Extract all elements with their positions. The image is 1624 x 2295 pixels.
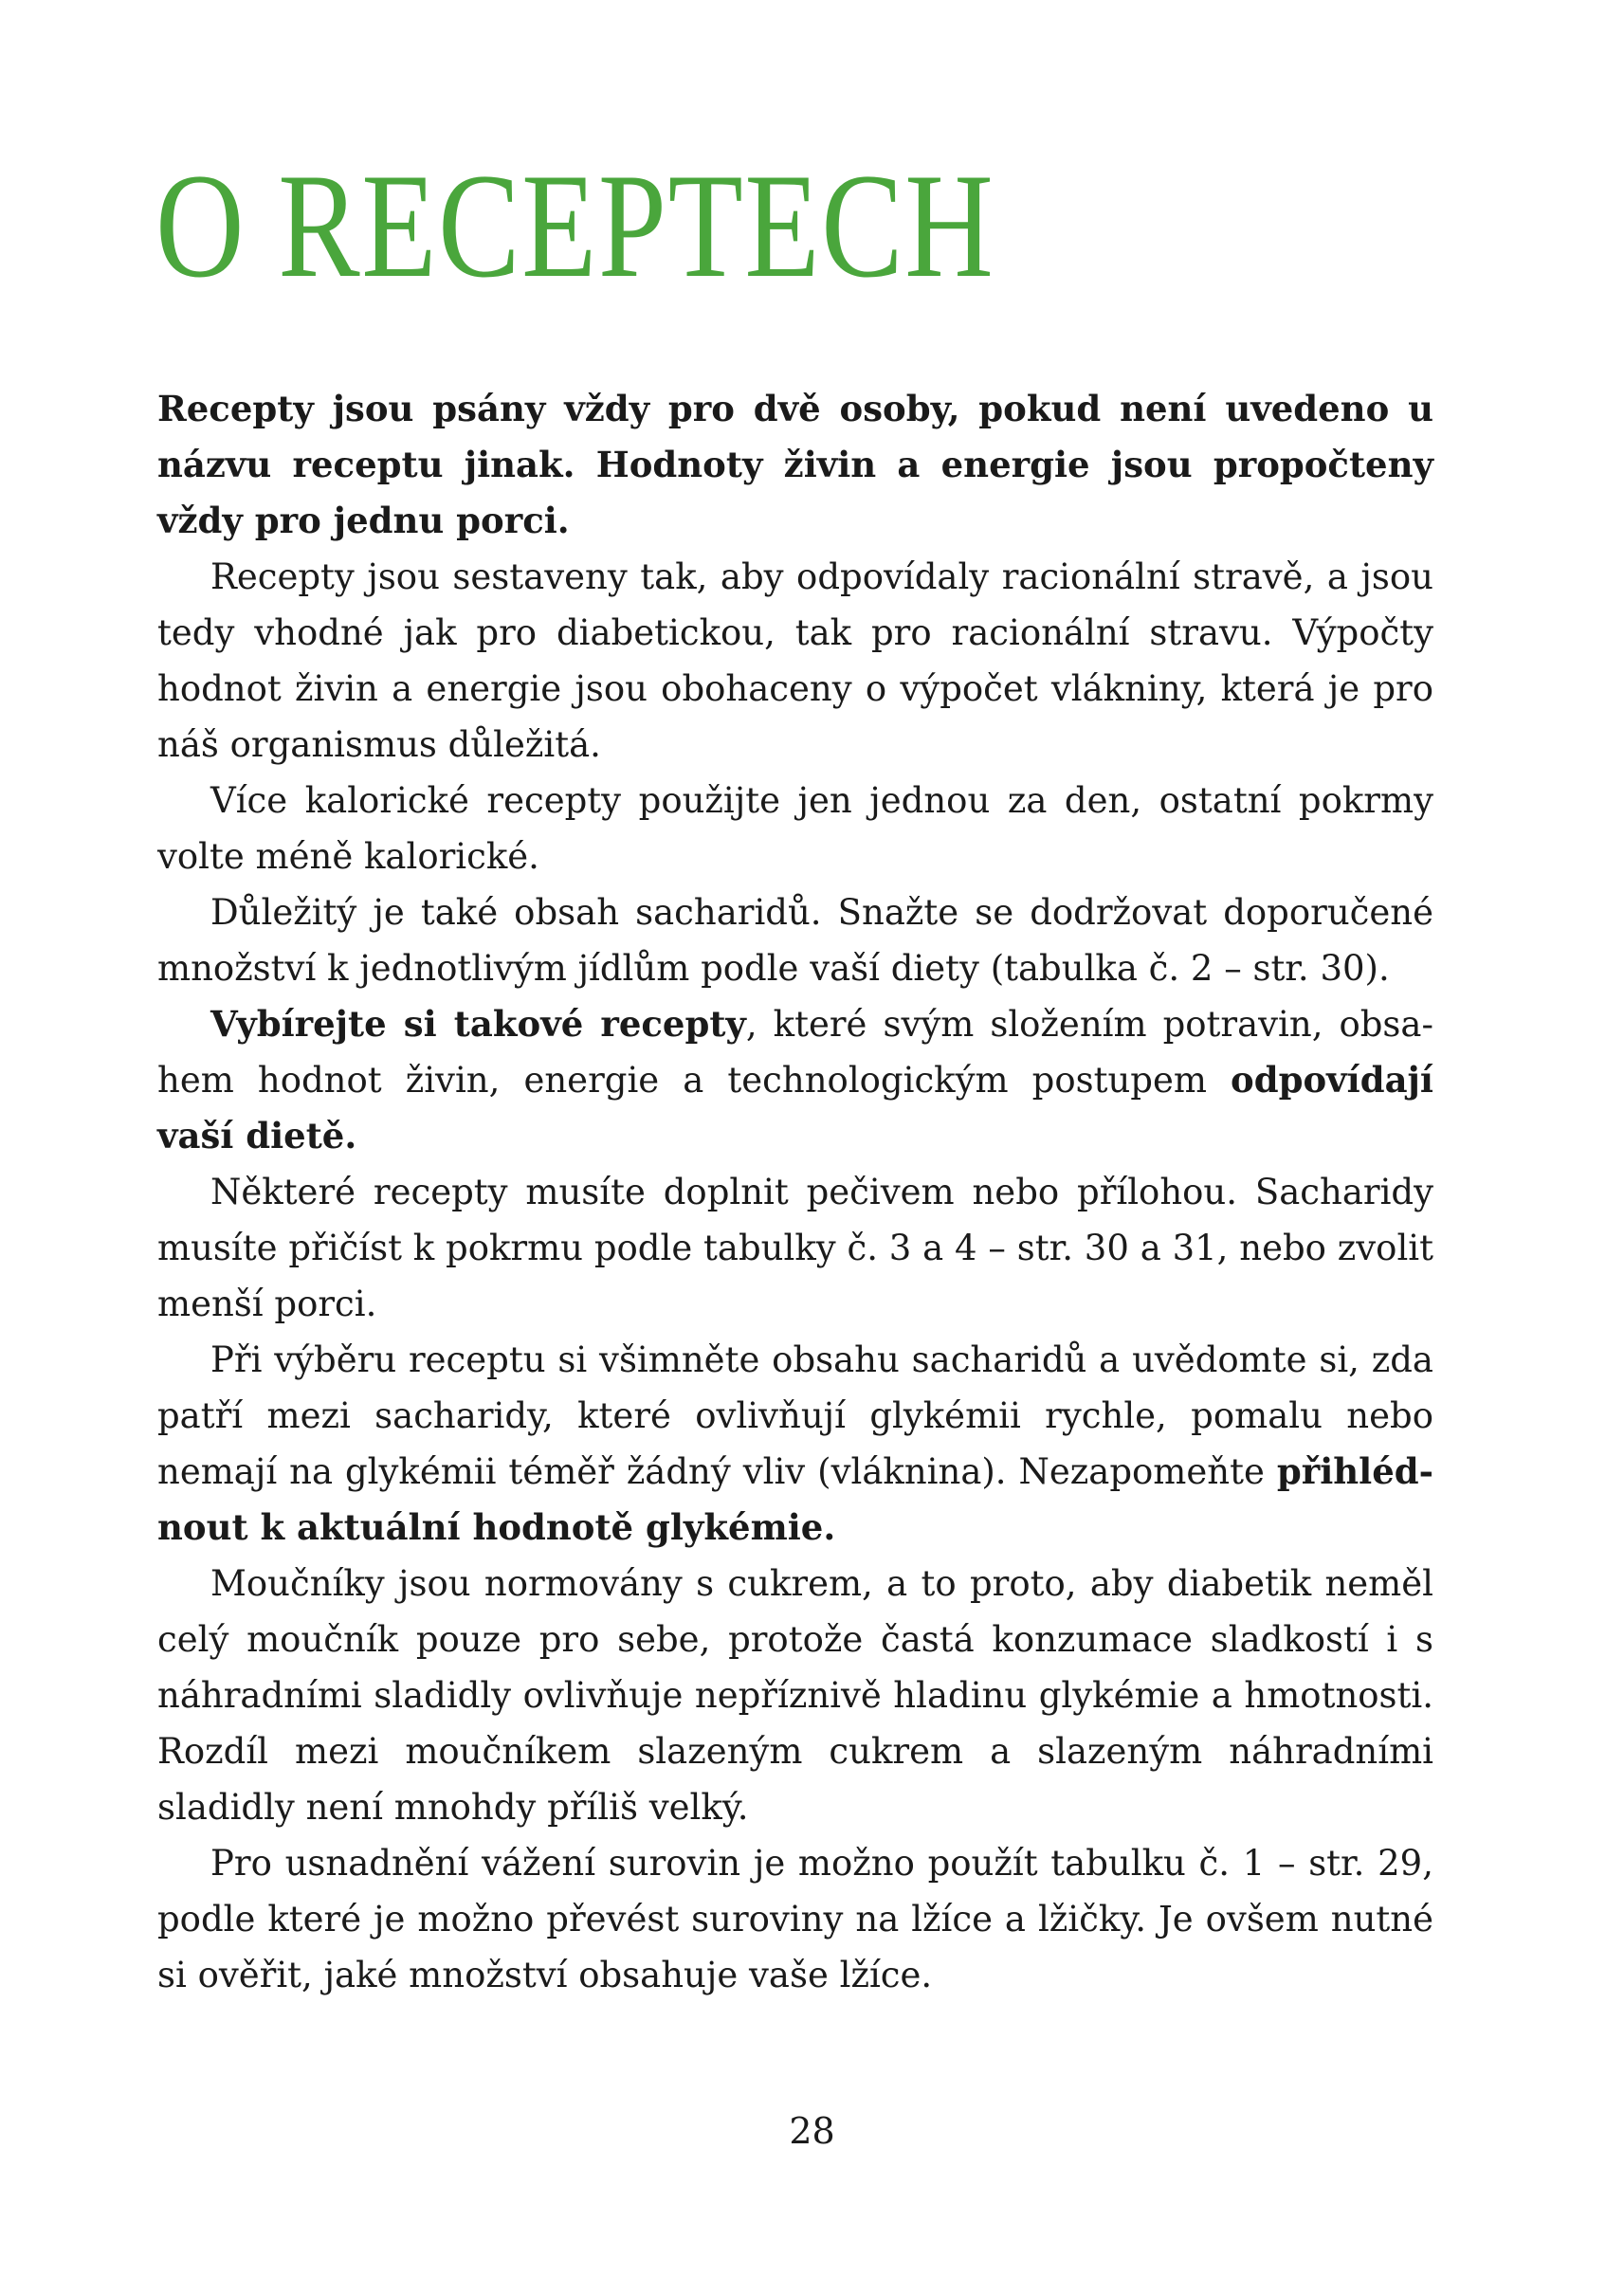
bold-phrase: Vybírejte si takové recepty <box>210 1003 746 1045</box>
body-text <box>157 381 1433 2003</box>
paragraph-weighing: Pro usnadnění vážení surovin je možno použít tabulku č. 1 – str. 29, podle které je možno převést suroviny na lžíce a lžičky. Je ovšem nutné si ověřit, jaké množství obsahuje vaše lžíce. <box>157 1843 1433 1995</box>
page-title: O RECEPTECH <box>155 143 995 309</box>
bold-phrase: přihlédnout k aktuální hodnotě glykémie. <box>157 1450 1433 1548</box>
paragraph-desserts: Moučníky jsou normovány s cukrem, a to proto, aby diabetik neměl celý moučník pouze pro sebe, protože častá konzumace sladkostí i s náhradními sladidly ovlivňuje nepříznivě hladinu glykémie a hmotnosti. Rozdíl mezi moučníkem slazeným cukrem a slazeným náhradními sladidly není mnohdy příliš velký. <box>157 1563 1433 1828</box>
paragraph-choose-recipes <box>157 996 1433 1164</box>
paragraph-carbohydrates: Důležitý je také obsah sacharidů. Snažte se dodržovat doporučené množství k jednotlivým jídlům podle vaší diety (tabulka č. 2 – str. 30). <box>157 892 1433 989</box>
page-number: 28 <box>789 2110 835 2152</box>
text-segment: Při výběru receptu si všimněte obsahu sacharidů a uvědomte si, zda patří mezi sacharidy, které ovlivňují glykémii rychle, pomalu nebo nemají na glykémii téměř žádný vliv (vláknina). Nezapomeňte <box>157 1339 1433 1492</box>
intro-paragraph: Recepty jsou psány vždy pro dvě osoby, pokud není uvedeno u názvu receptu jinak. Hodnoty živin a energie jsou propočteny vždy pro jednu porci. <box>157 388 1433 541</box>
bold-phrase: odpovídají vaší dietě. <box>157 1059 1433 1157</box>
paragraph-rational-diet: Recepty jsou sestaveny tak, aby odpovídaly racionální stravě, a jsou tedy vhodné jak pro diabetickou, tak pro racionální stravu. Výpočty hodnot živin a energie jsou obohaceny o výpočet vlákniny, která je pro náš organismus důležitá. <box>157 556 1433 765</box>
paragraph-calories: Více kalorické recepty použijte jen jednou za den, ostatní pokrmy volte méně kalorické. <box>157 780 1433 877</box>
paragraph-glycemia <box>157 1332 1433 1556</box>
paragraph-side-dishes: Některé recepty musíte doplnit pečivem nebo přílohou. Sacharidy musíte přičíst k pokrmu podle tabulky č. 3 a 4 – str. 30 a 31, nebo zvolit menší porci. <box>157 1172 1433 1324</box>
text-segment: , které svým složením potravin, obsahem hodnot živin, energie a technologickým postupem <box>157 1004 1433 1101</box>
